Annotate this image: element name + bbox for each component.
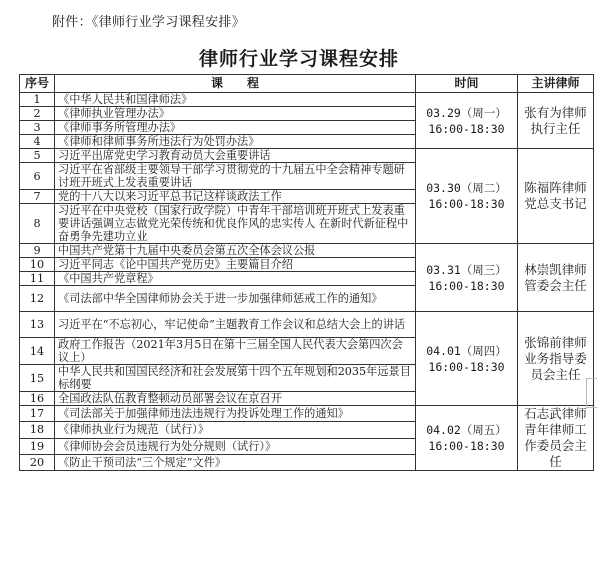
session-time [416,244,518,312]
session-speaker: 张锦前律师业务指导委员会主任 [518,312,594,406]
table-row [20,149,594,163]
session-date: 03.29（周一） [426,105,507,120]
row-num: 8 [20,204,55,244]
row-course: 习近平在中央党校（国家行政学院）中青年干部培训班开班式上发表重要讲话强调立志做党光荣传统和优良作风的忠实传人 在新时代新征程中奋勇争先建功立业 [55,204,416,244]
row-course: 《律师协会会员违规行为处分规则（试行）》 [55,438,416,454]
row-course: 习近平同志《论中国共产党历史》主要篇目介绍 [55,258,416,272]
row-course: 政府工作报告（2021年3月5日在第十三届全国人民代表大会第四次会议上） [55,338,416,365]
row-course: 《司法部关于加强律师违法违规行为投诉处理工作的通知》 [55,406,416,422]
row-num: 6 [20,163,55,190]
row-num: 5 [20,149,55,163]
table-row [20,244,594,258]
row-course: 《防止干预司法“三个规定”文件》 [55,454,416,470]
header-speaker: 主讲律师 [518,75,594,93]
row-num: 10 [20,258,55,272]
attachment-label: 附件：《律师行业学习课程安排》 [52,15,246,30]
session-hours: 16:00-18:30 [428,197,505,211]
schedule-table [19,74,594,471]
session-date: 04.01（周四） [426,343,507,358]
row-num: 7 [20,190,55,204]
row-course: 习近平在“不忘初心，牢记使命”主题教育工作会议和总结大会上的讲话 [55,312,416,338]
session-hours: 16:00-18:30 [428,121,505,136]
row-num: 15 [20,365,55,392]
session-date: 04.02（周五） [426,423,507,437]
row-num: 18 [20,422,55,438]
row-course: 全国政法队伍教育整顿动员部署会议在京召开 [55,392,416,406]
header-time: 时间 [416,75,518,93]
session-time [416,406,518,471]
table-row [20,312,594,338]
table-row [20,406,594,422]
row-num: 9 [20,244,55,258]
table-row [20,93,594,107]
row-num: 14 [20,338,55,365]
session-time [416,149,518,244]
row-course: 《司法部中华全国律师协会关于进一步加强律师惩戒工作的通知》 [55,286,416,312]
session-time [416,93,518,149]
row-num: 17 [20,406,55,422]
session-speaker: 石志武律师青年律师工作委员会主任 [518,406,594,471]
row-num: 4 [20,135,55,149]
row-course: 《律师和律师事务所违法行为处罚办法》 [55,135,416,149]
table-header-row [20,75,594,93]
header-num: 序号 [20,75,55,93]
row-course: 《律师事务所管理办法》 [55,121,416,135]
row-course: 《中华人民共和国律师法》 [55,93,416,107]
session-date: 03.31（周三） [426,262,507,277]
page-title: 律师行业学习课程安排 [198,48,399,70]
session-hours: 16:00-18:30 [428,439,505,453]
session-time [416,312,518,406]
row-course: 中华人民共和国国民经济和社会发展第十四个五年规划和2035年远景目标纲要 [55,365,416,392]
header-course: 课 程 [55,75,416,93]
session-hours: 16:00-18:30 [428,278,505,293]
page-edge-mark [586,378,597,408]
row-num: 20 [20,454,55,470]
row-course: 《律师执业管理办法》 [55,107,416,121]
row-num: 19 [20,438,55,454]
row-course: 党的十八大以来习近平总书记这样谈政法工作 [55,190,416,204]
session-date: 03.30（周二） [426,181,507,195]
row-num: 11 [20,272,55,286]
row-course: 中国共产党第十九届中央委员会第五次全体会议公报 [55,244,416,258]
session-speaker: 张有为律师执行主任 [518,93,594,149]
row-num: 16 [20,392,55,406]
session-speaker: 陈福阵律师党总支书记 [518,149,594,244]
session-hours: 16:00-18:30 [428,359,505,374]
row-num: 2 [20,107,55,121]
row-num: 12 [20,286,55,312]
row-course: 《中国共产党章程》 [55,272,416,286]
row-course: 习近平在省部级主要领导干部学习贯彻党的十九届五中全会精神专题研讨班开班式上发表重要讲话 [55,163,416,190]
row-num: 3 [20,121,55,135]
row-course: 习近平出席党史学习教育动员大会重要讲话 [55,149,416,163]
row-num: 13 [20,312,55,338]
row-course: 《律师执业行为规范（试行）》 [55,422,416,438]
session-speaker: 林崇凯律师管委会主任 [518,244,594,312]
row-num: 1 [20,93,55,107]
